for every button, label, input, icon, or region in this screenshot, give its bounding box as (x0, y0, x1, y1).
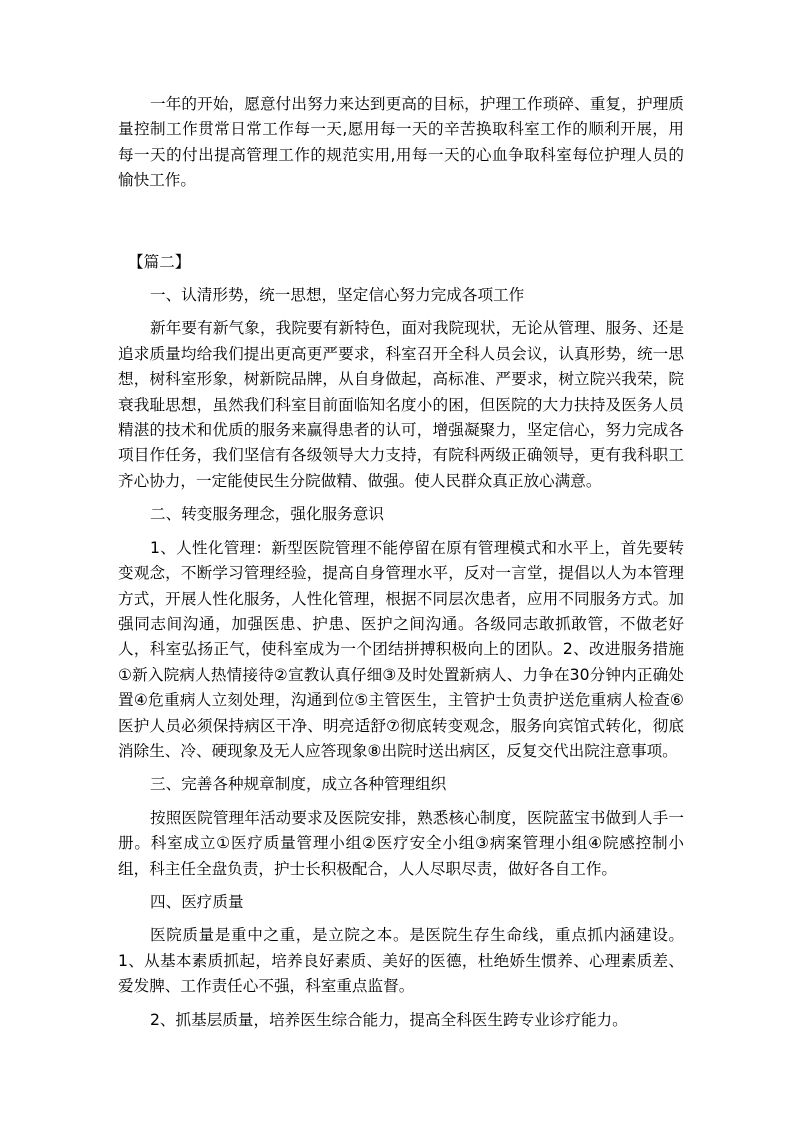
section-heading-2: 二、转变服务理念，强化服务意识 (150, 505, 384, 524)
section-body-4: 医院质量是重中之重，是立院之本。是医院生存生命线，重点抓内涵建设。1、从基本素质抓起，培养良好素质、美好的医德，杜绝娇生惯养、心理素质差、爱发脾、工作责任心不强，科室重点监督。 (118, 926, 684, 996)
section-body-2: 1、人性化管理：新型医院管理不能停留在原有管理模式和水平上，首先要转变观念，不断学习管理经验，提高自身管理水平，反对一言堂，提倡以人为本管理方式，开展人性化服务，人性化管理，根据不同层次患者，应用不同服务方式。加强同志间沟通，加强医患、护患、医护之间沟通。各级同志敢抓敢管，不做老好人，科室弘扬正气，使科室成为一个团结拼搏积极向上的团队。2、改进服务措施①新入院病人热情接待②宣教认真仔细③及时处置新病人、力争在30分钟内正确处置④危重病人立刻处理，沟通到位⑤主管医生，主管护士负责护送危重病人检查⑥医护人员必须保持病区干净、明亮适舒⑦彻底转变观念，服务向宾馆式转化，彻底消除生、冷、硬现象及无人应答现象⑧出院时送出病区，反复交代出院注意事项。 (118, 538, 684, 760)
spacer (118, 494, 684, 502)
document-page (118, 92, 684, 1033)
spacer (118, 882, 684, 890)
spacer (118, 275, 684, 283)
spacer (118, 764, 684, 772)
section-body-1: 新年要有新气象，我院要有新特色，面对我院现状，无论从管理、服务、还是追求质量均给我们提出更高更严要求，科室召开全科人员会议，认真形势，统一思想，树科室形象，树新院品牌，从自身做起，高标准、严要求，树立院兴我荣，院衰我耻思想，虽然我们科室目前面临知名度小的困，但医院的大力扶持及医务人员精湛的技术和优质的服务来赢得患者的认可，增强凝聚力，坚定信心，努力完成各项目作任务，我们坚信有各级领导大力支持，有院科两级正确领导，更有我科职工齐心协力，一定能使民生分院做精、做强。使人民群众真正放心满意。 (118, 319, 684, 490)
section-heading-1: 一、认清形势，统一思想，坚定信心努力完成各项工作 (150, 286, 525, 305)
spacer (118, 194, 684, 250)
spacer (118, 915, 684, 923)
spacer (118, 528, 684, 536)
last-item: 2、抓基层质量，培养医生综合能力，提高全科医生跨专业诊疗能力。 (150, 1010, 628, 1029)
section-heading-4: 四、医疗质量 (150, 892, 244, 911)
part-label: 【篇二】 (128, 252, 191, 271)
section-body-3: 按照医院管理年活动要求及医院安排，熟悉核心制度，医院蓝宝书做到人手一册。科室成立①医疗质量管理小组②医疗安全小组③病案管理小组④院感控制小组，科主任全盘负责，护士长积极配合，人人尽职尽责，做好各自工作。 (118, 808, 684, 878)
spacer (118, 308, 684, 316)
intro-paragraph: 一年的开始，愿意付出努力来达到更高的目标，护理工作琐碎、重复，护理质量控制工作贯常日常工作每一天,愿用每一天的辛苦换取科室工作的顺利开展，用每一天的付出提高管理工作的规范实用,用每一天的心血争取科室每位护理人员的愉快工作。 (118, 95, 684, 190)
section-heading-3: 三、完善各种规章制度，成立各种管理组织 (150, 775, 447, 794)
spacer (118, 798, 684, 806)
spacer (118, 1000, 684, 1008)
